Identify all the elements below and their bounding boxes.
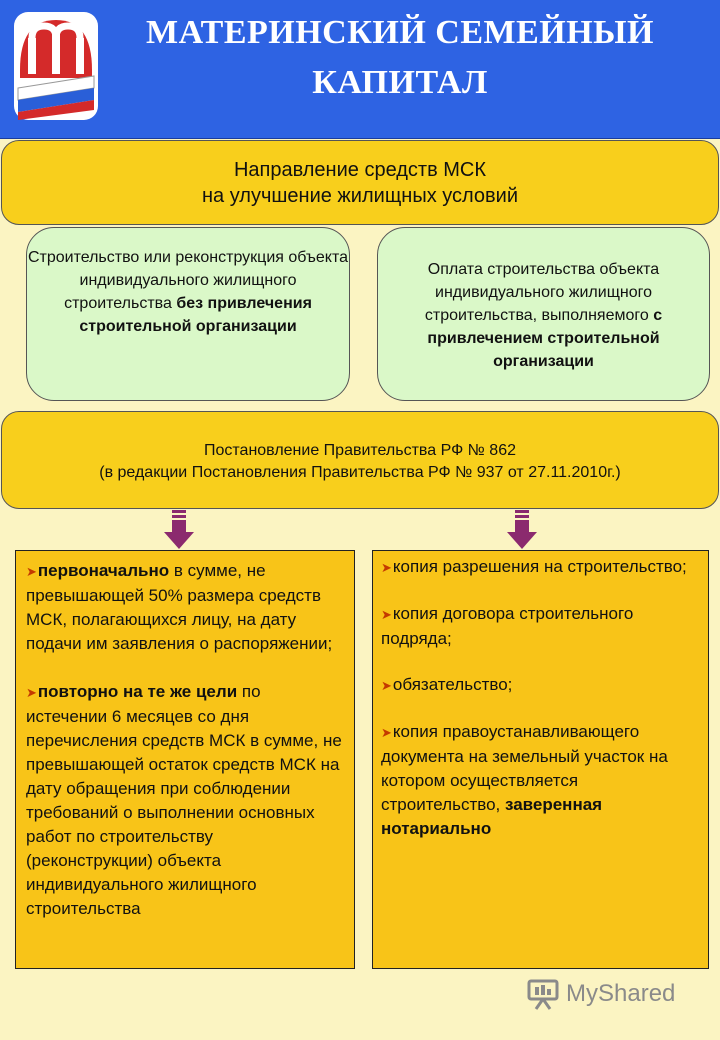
- item-text: по истечении 6 месяцев со дня перечисления средств МСК в сумме, не превышающей остаток средств МСК на дату обращения при соблюдении требований о выполнении основных работ по строительству (реконструкции) объекта индивидуального жилищного строительства: [26, 682, 342, 918]
- item-text: копия разрешения на строительство;: [392, 557, 687, 576]
- list-item: [26, 559, 344, 656]
- arrow-bullet-icon: ➤: [381, 607, 392, 622]
- page-title: [100, 8, 700, 108]
- direction-line-1: Направление средств МСК: [233, 159, 487, 181]
- myshared-watermark: [526, 976, 716, 1012]
- option-right-text: Оплата строительства объекта индивидуального жилищного строительства, выполняемого: [424, 261, 660, 324]
- list-item: [381, 555, 700, 580]
- decree-line-2: (в редакции Постановления Правительства РФ № 937 от 27.11.2010г.): [99, 464, 621, 481]
- item-text: обязательство;: [392, 675, 513, 694]
- arrow-bullet-icon: ➤: [381, 725, 392, 740]
- watermark-text: MyShared: [566, 980, 676, 1007]
- payment-conditions-panel: [15, 550, 355, 969]
- arrow-bullet-icon: ➤: [381, 560, 392, 575]
- list-item: [26, 680, 344, 921]
- item-bold: заверенная нотариально: [381, 795, 603, 838]
- decree-line-1: Постановление Правительства РФ № 862: [204, 442, 516, 459]
- option-right-bold: с привлечением строительной организации: [427, 307, 663, 370]
- option-without-contractor: [26, 227, 350, 401]
- list-item: [381, 602, 700, 651]
- arrow-down-icon: [505, 510, 539, 550]
- presentation-board-icon: [526, 978, 560, 1010]
- item-text: копия правоустанавливающего документа на земельный участок на котором осуществляется строительство,: [381, 722, 668, 814]
- arrow-bullet-icon: ➤: [381, 678, 392, 693]
- item-text: копия договора строительного подряда;: [381, 604, 634, 648]
- item-bold: первоначально: [37, 561, 170, 580]
- arrow-bullet-icon: ➤: [26, 564, 37, 579]
- option-with-contractor: [377, 227, 710, 401]
- header-banner: [0, 0, 720, 139]
- list-item: [381, 720, 700, 841]
- title-line-2: КАПИТАЛ: [312, 64, 488, 101]
- government-decree-box: [1, 411, 719, 509]
- list-item: [381, 673, 700, 698]
- title-line-1: МАТЕРИНСКИЙ СЕМЕЙНЫЙ: [146, 14, 654, 51]
- documents-panel: [372, 550, 709, 969]
- option-left-bold: без привлечения строительной организации: [79, 295, 312, 335]
- arrow-bullet-icon: ➤: [26, 685, 37, 700]
- item-text: в сумме, не превышающей 50% размера средств МСК, полагающихся лицу, на дату подачи им заявления о распоряжении;: [26, 561, 333, 653]
- direction-line-2: на улучшение жилищных условий: [201, 185, 519, 207]
- item-bold: повторно на те же цели: [37, 682, 238, 701]
- option-left-text: Строительство или реконструкция объекта индивидуального жилищного строительства: [27, 249, 349, 312]
- pfr-logo-icon: [12, 10, 100, 122]
- direction-box: [1, 140, 719, 225]
- arrow-down-icon: [162, 510, 196, 550]
